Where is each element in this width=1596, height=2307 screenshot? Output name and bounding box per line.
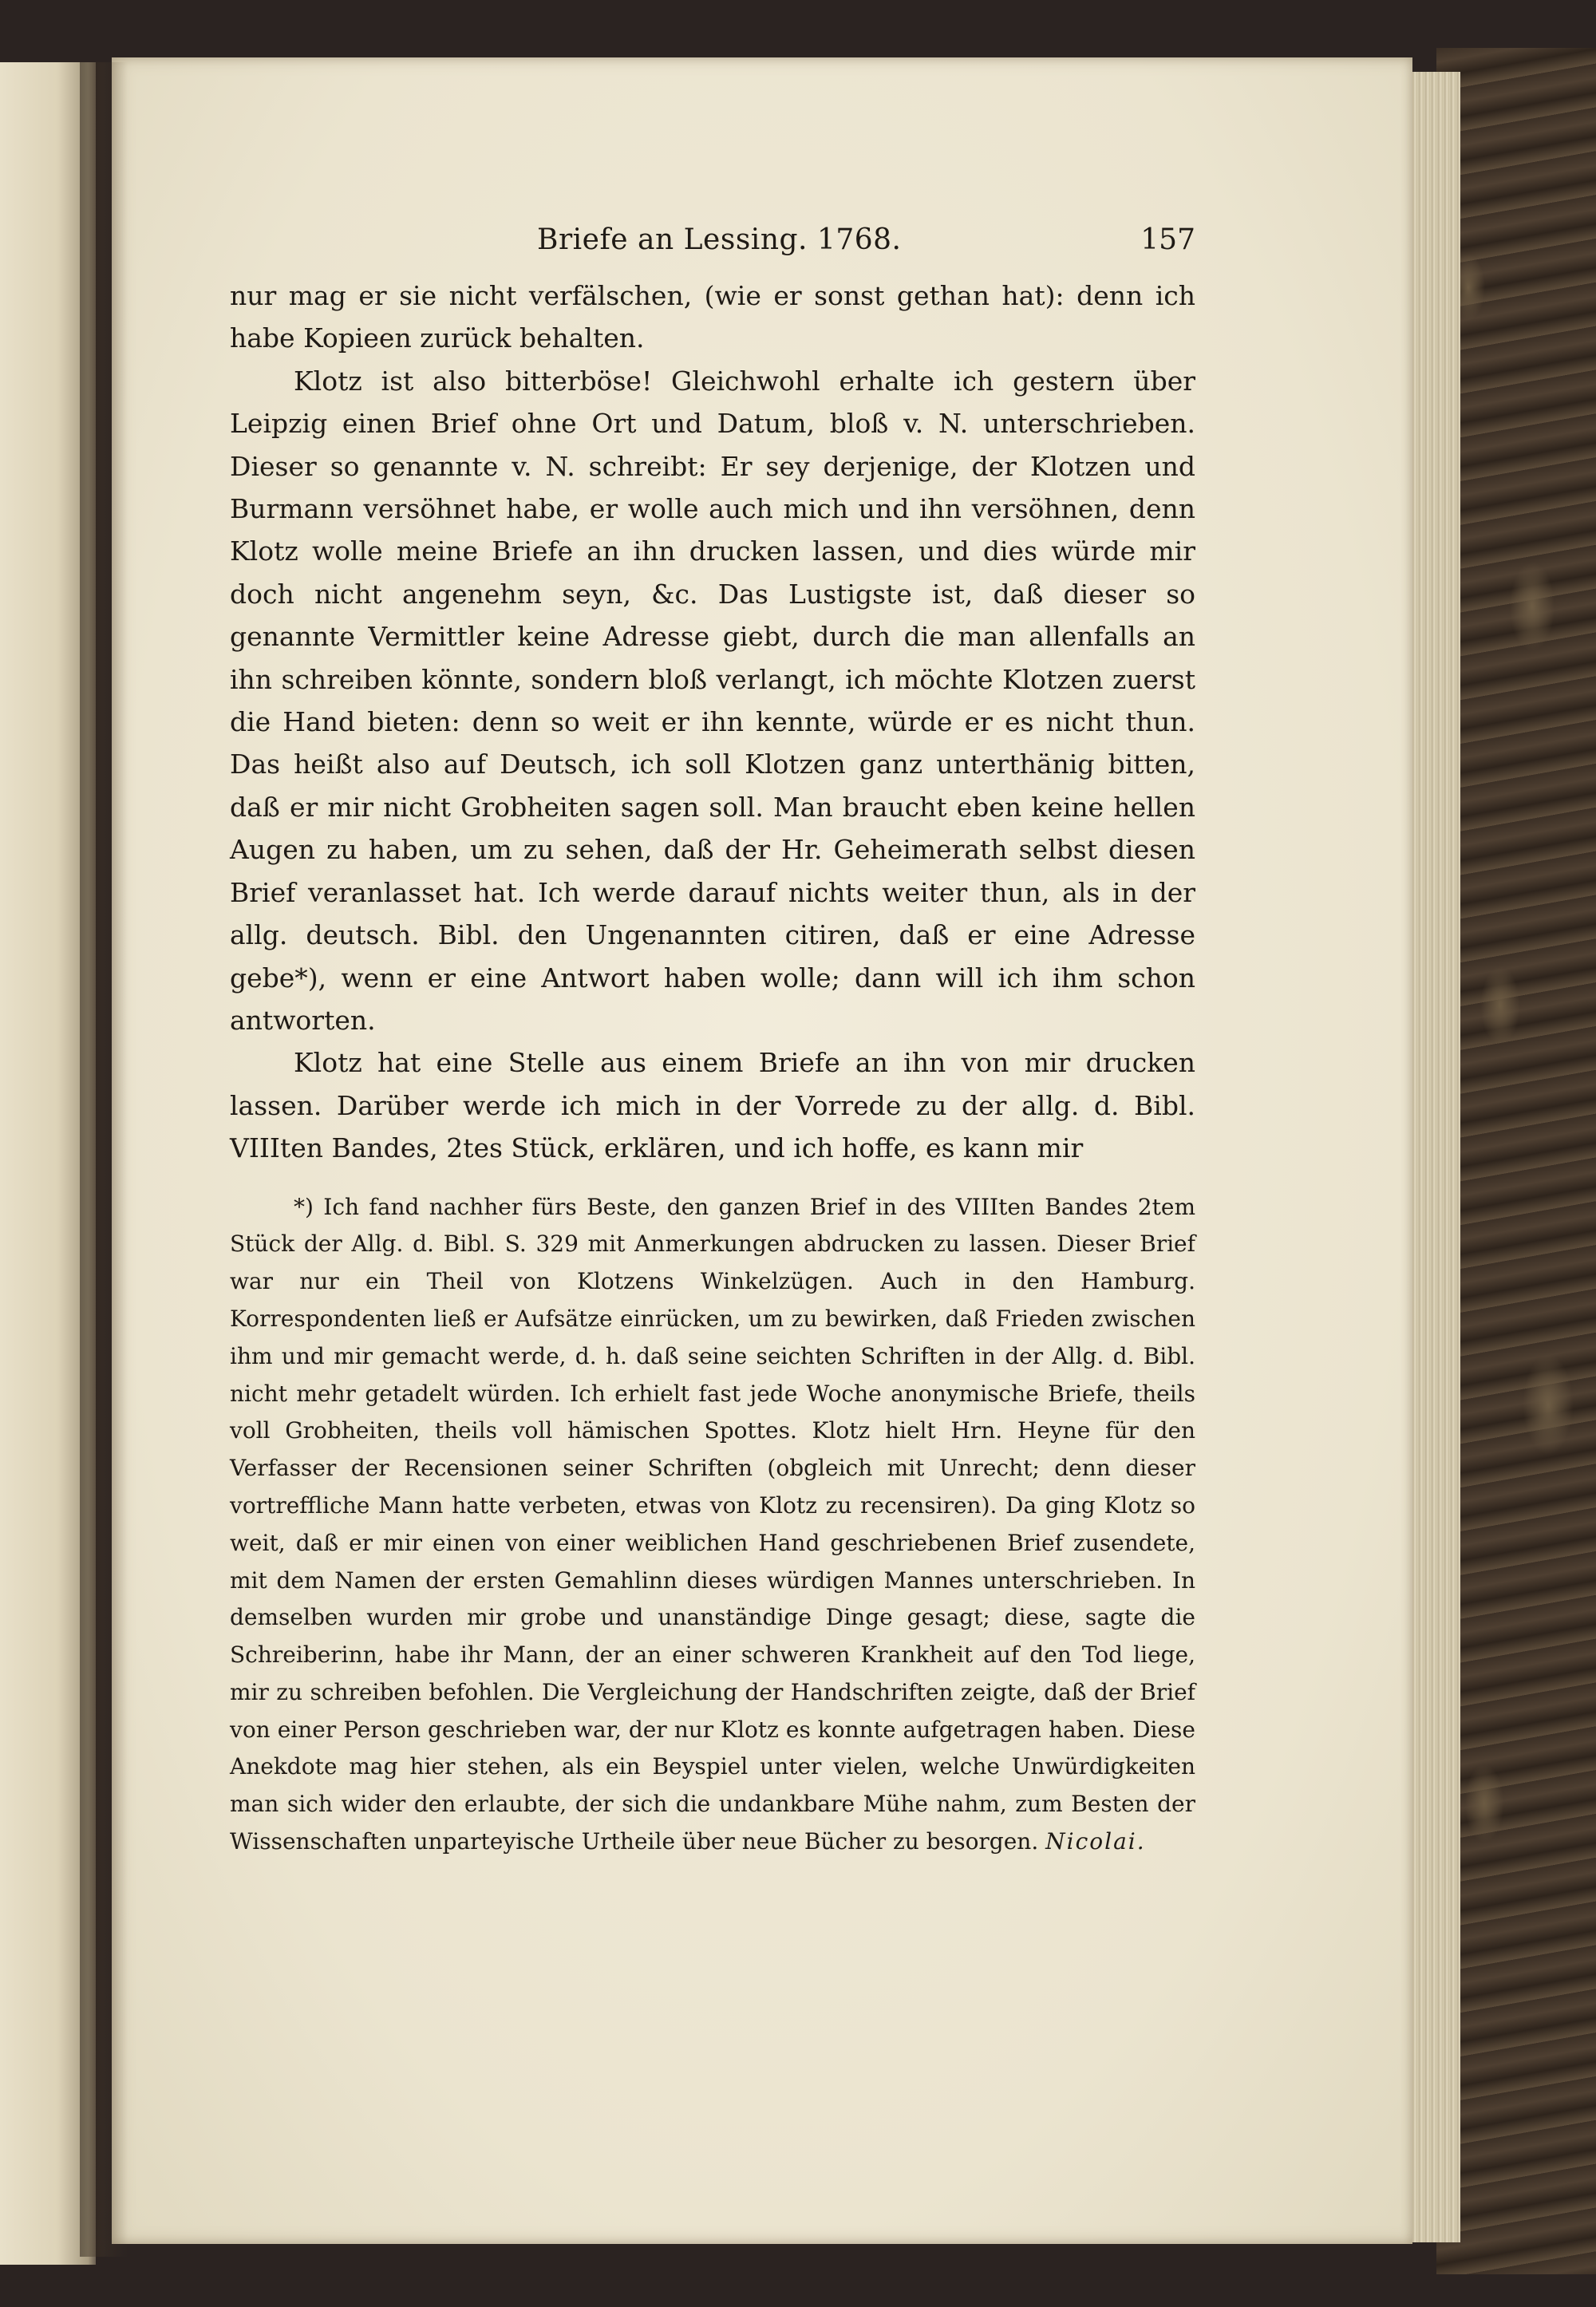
gutter-shadow [80,62,128,2257]
footnote [230,1189,1195,1861]
paragraph: Klotz hat eine Stelle aus einem Briefe an ihn von mir drucken lassen. Darüber werde ich mich in der Vorrede zu der allg. d. Bibl. VIIIten Bandes, 2tes Stück, erklären, und ich hoffe, es kann mir [230,1047,1195,1164]
body-text [230,275,1195,1170]
text-block [230,217,1195,1861]
page-number: 157 [1140,223,1195,256]
marbled-cover-edge [1436,48,1596,2274]
footnote-paragraph [230,1189,1195,1861]
footnote-text: *) Ich fand nachher fürs Beste, den ganzen Brief in des VIIIten Bandes 2tem Stück der Allg. d. Bibl. S. 329 mit Anmerkungen abdrucken zu lassen. Dieser Brief war nur ein Theil von Klotzens Winkelzügen. Auch in den Hamburg. Korrespondenten ließ er Aufsätze einrücken, um zu bewirken, daß Frieden zwischen ihm und mir gemacht werde, d. h. daß seine seichten Schriften in der Allg. d. Bibl. nicht mehr getadelt würden. Ich erhielt fast jede Woche anonymische Briefe, theils voll Grobheiten, theils voll hämischen Spottes. Klotz hielt Hrn. Heyne für den Verfasser der Recensionen seiner Schriften (obgleich mit Unrecht; denn dieser vortreffliche Mann hatte verbeten, etwas von Klotz zu recensiren). Da ging Klotz so weit, daß er mir einen von einer weiblichen Hand geschriebenen Brief zusendete, mit dem Namen der ersten Gemahlinn dieses würdigen Mannes unterschrieben. In demselben wurden mir grobe und unanständige Dinge gesagt; diese, sagte die Schreiberinn, habe ihr Mann, der an einer schweren Krankheit auf den Tod liege, mir zu schreiben befohlen. Die Vergleichung der Handschriften zeigte, daß der Brief von einer Person geschrieben war, der nur Klotz es konnte aufgetragen haben. Diese Anekdote mag hier stehen, als ein Beyspiel unter vielen, welche Unwürdigkeiten man sich wider den erlaubte, der sich die undankbare Mühe nahm, zum Besten der Wissenschaften unparteyische Urtheile über neue Bücher zu besorgen. [230,1193,1195,1855]
signature: Nicolai. [1045,1828,1146,1855]
running-title: Briefe an Lessing. 1768. [537,223,902,256]
paragraph: nur mag er sie nicht verfälschen, (wie er sonst gethan hat): denn ich habe Kopieen zurück behalten. [230,280,1195,354]
paragraph: Klotz ist also bitterböse! Gleichwohl erhalte ich gestern über Leipzig einen Brief ohne Ort und Datum, bloß v. N. unterschrieben. Dieser so genannte v. N. schreibt: Er sey derjenige, der Klotzen und Burmann versöhnet habe, er wolle auch mich und ihn versöhnen, denn Klotz wolle meine Briefe an ihn drucken lassen, und dies würde mir doch nicht angenehm seyn, &c. Das Lustigste ist, daß dieser so genannte Vermittler keine Adresse giebt, durch die man allenfalls an ihn schreiben könnte, sondern bloß verlangt, ich möchte Klotzen zuerst die Hand bieten: denn so weit er ihn kennte, würde er es nicht thun. Das heißt also auf Deutsch, ich soll Klotzen ganz unterthänig bitten, daß er mir nicht Grobheiten sagen soll. Man braucht eben keine hellen Augen zu haben, um zu sehen, daß der Hr. Geheimerath selbst diesen Brief veranlasset hat. Ich werde darauf nichts weiter thun, als in der allg. deutsch. Bibl. den Ungenannten citiren, daß er eine Adresse gebe*), wenn er eine Antwort haben wolle; dann will ich ihm schon antworten. [230,365,1195,1036]
page-stack-edge [1404,72,1460,2242]
running-head [230,217,1195,265]
